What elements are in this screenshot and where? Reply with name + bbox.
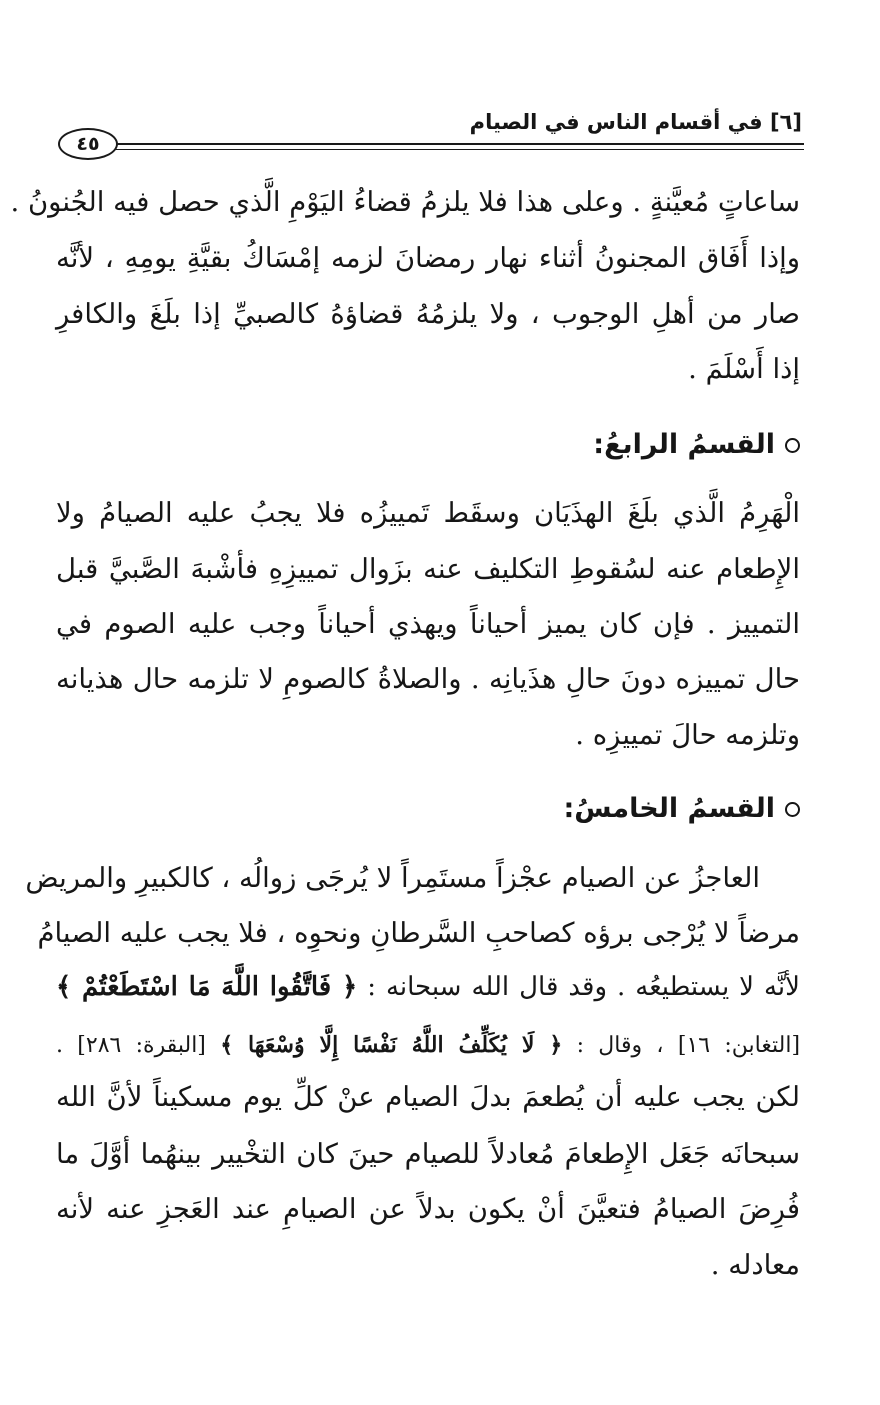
section-title: القسمُ الخامسُ: (563, 793, 775, 824)
running-title: [٦] في أقسام الناس في الصيام (469, 110, 802, 134)
page-number-badge (58, 128, 118, 160)
section-heading-fourth (593, 425, 800, 465)
section-heading-fifth (563, 789, 800, 829)
circle-bullet-icon (785, 802, 800, 817)
text-line: وإذا أَفَاق المجنونُ أثناء نهار رمضانَ لزمه إمْسَاكُ بقيَّةِ يومِهِ ، لأنَّه (56, 242, 800, 274)
text-line: وتلزمه حالَ تمييزِه . (575, 719, 800, 751)
text-line: لكن يجب عليه أن يُطعمَ بدلَ الصيام عنْ كلِّ يوم مسكيناً لأنَّ الله (56, 1081, 800, 1113)
quran-verse: ﴿ لَا يُكَلِّفُ اللَّهُ نَفْسًا إِلَّا وُسْعَهَا ﴾ (220, 1032, 563, 1058)
text-line: معادله . (710, 1249, 800, 1281)
text-line: حال تمييزه دونَ حالِ هذَيانِه . والصلاةُ كالصومِ لا تلزمه حال هذيانه (56, 663, 800, 695)
text-line: إذا أَسْلَمَ . (688, 353, 800, 385)
quran-verse: ﴿ فَاتَّقُوا اللَّهَ مَا اسْتَطَعْتُمْ ﴾ (56, 972, 358, 1002)
verse-reference: [البقرة: ٢٨٦] . (56, 1033, 206, 1058)
text-line: سبحانَه جَعَل الإِطعامَ مُعادلاً للصيام حينَ كان التخْيير بينهُما أوَّلَ ما (56, 1138, 800, 1170)
line-text: ، وقال : (576, 1033, 664, 1058)
text-line: العاجزُ عن الصيام عجْزاً مستَمِراً لا يُرجَى زوالُه ، كالكبيرِ والمريض (25, 862, 760, 894)
text-line: التمييز . فإن كان يميز أحياناً ويهذي أحياناً وجب عليه الصوم في (56, 608, 800, 640)
text-line-with-verse (56, 967, 800, 1007)
verse-reference: [التغابن: ١٦] (677, 1033, 801, 1058)
header-rule (106, 143, 804, 145)
page-number: ٤٥ (76, 133, 100, 155)
text-line-with-verse (56, 1025, 800, 1066)
text-line: مرضاً لا يُرْجى برؤه كصاحبِ السَّرطانِ ونحوِه ، فلا يجب عليه الصيامُ (37, 917, 800, 949)
line-text: لأنَّه لا يستطيعُه . وقد قال الله سبحانه : (367, 972, 801, 1002)
header-rule-thin (106, 149, 804, 150)
text-line: فُرِضَ الصيامُ فتعيَّنَ أنْ يكون بدلاً عن الصيامِ عند العَجزِ عنه لأنه (56, 1193, 800, 1225)
text-line: ساعاتٍ مُعيَّنةٍ . وعلى هذا فلا يلزمُ قضاءُ اليَوْمِ الَّذي حصل فيه الجُنونُ . (10, 186, 800, 218)
circle-bullet-icon (785, 438, 800, 453)
text-line: صار من أهلِ الوجوب ، ولا يلزمُهُ قضاؤهُ كالصبيِّ إذا بلَغَ والكافرِ (56, 298, 800, 330)
text-line: الْهَرِمُ الَّذي بلَغَ الهذَيَان وسقَط تَمييزُه فلا يجبُ عليه الصيامُ ولا (56, 497, 800, 529)
text-line: الإِطعام عنه لسُقوطِ التكليف عنه بزَوال تمييزِهِ فأشْبهَ الصَّبيَّ قبل (56, 553, 800, 585)
section-title: القسمُ الرابعُ: (593, 429, 775, 460)
